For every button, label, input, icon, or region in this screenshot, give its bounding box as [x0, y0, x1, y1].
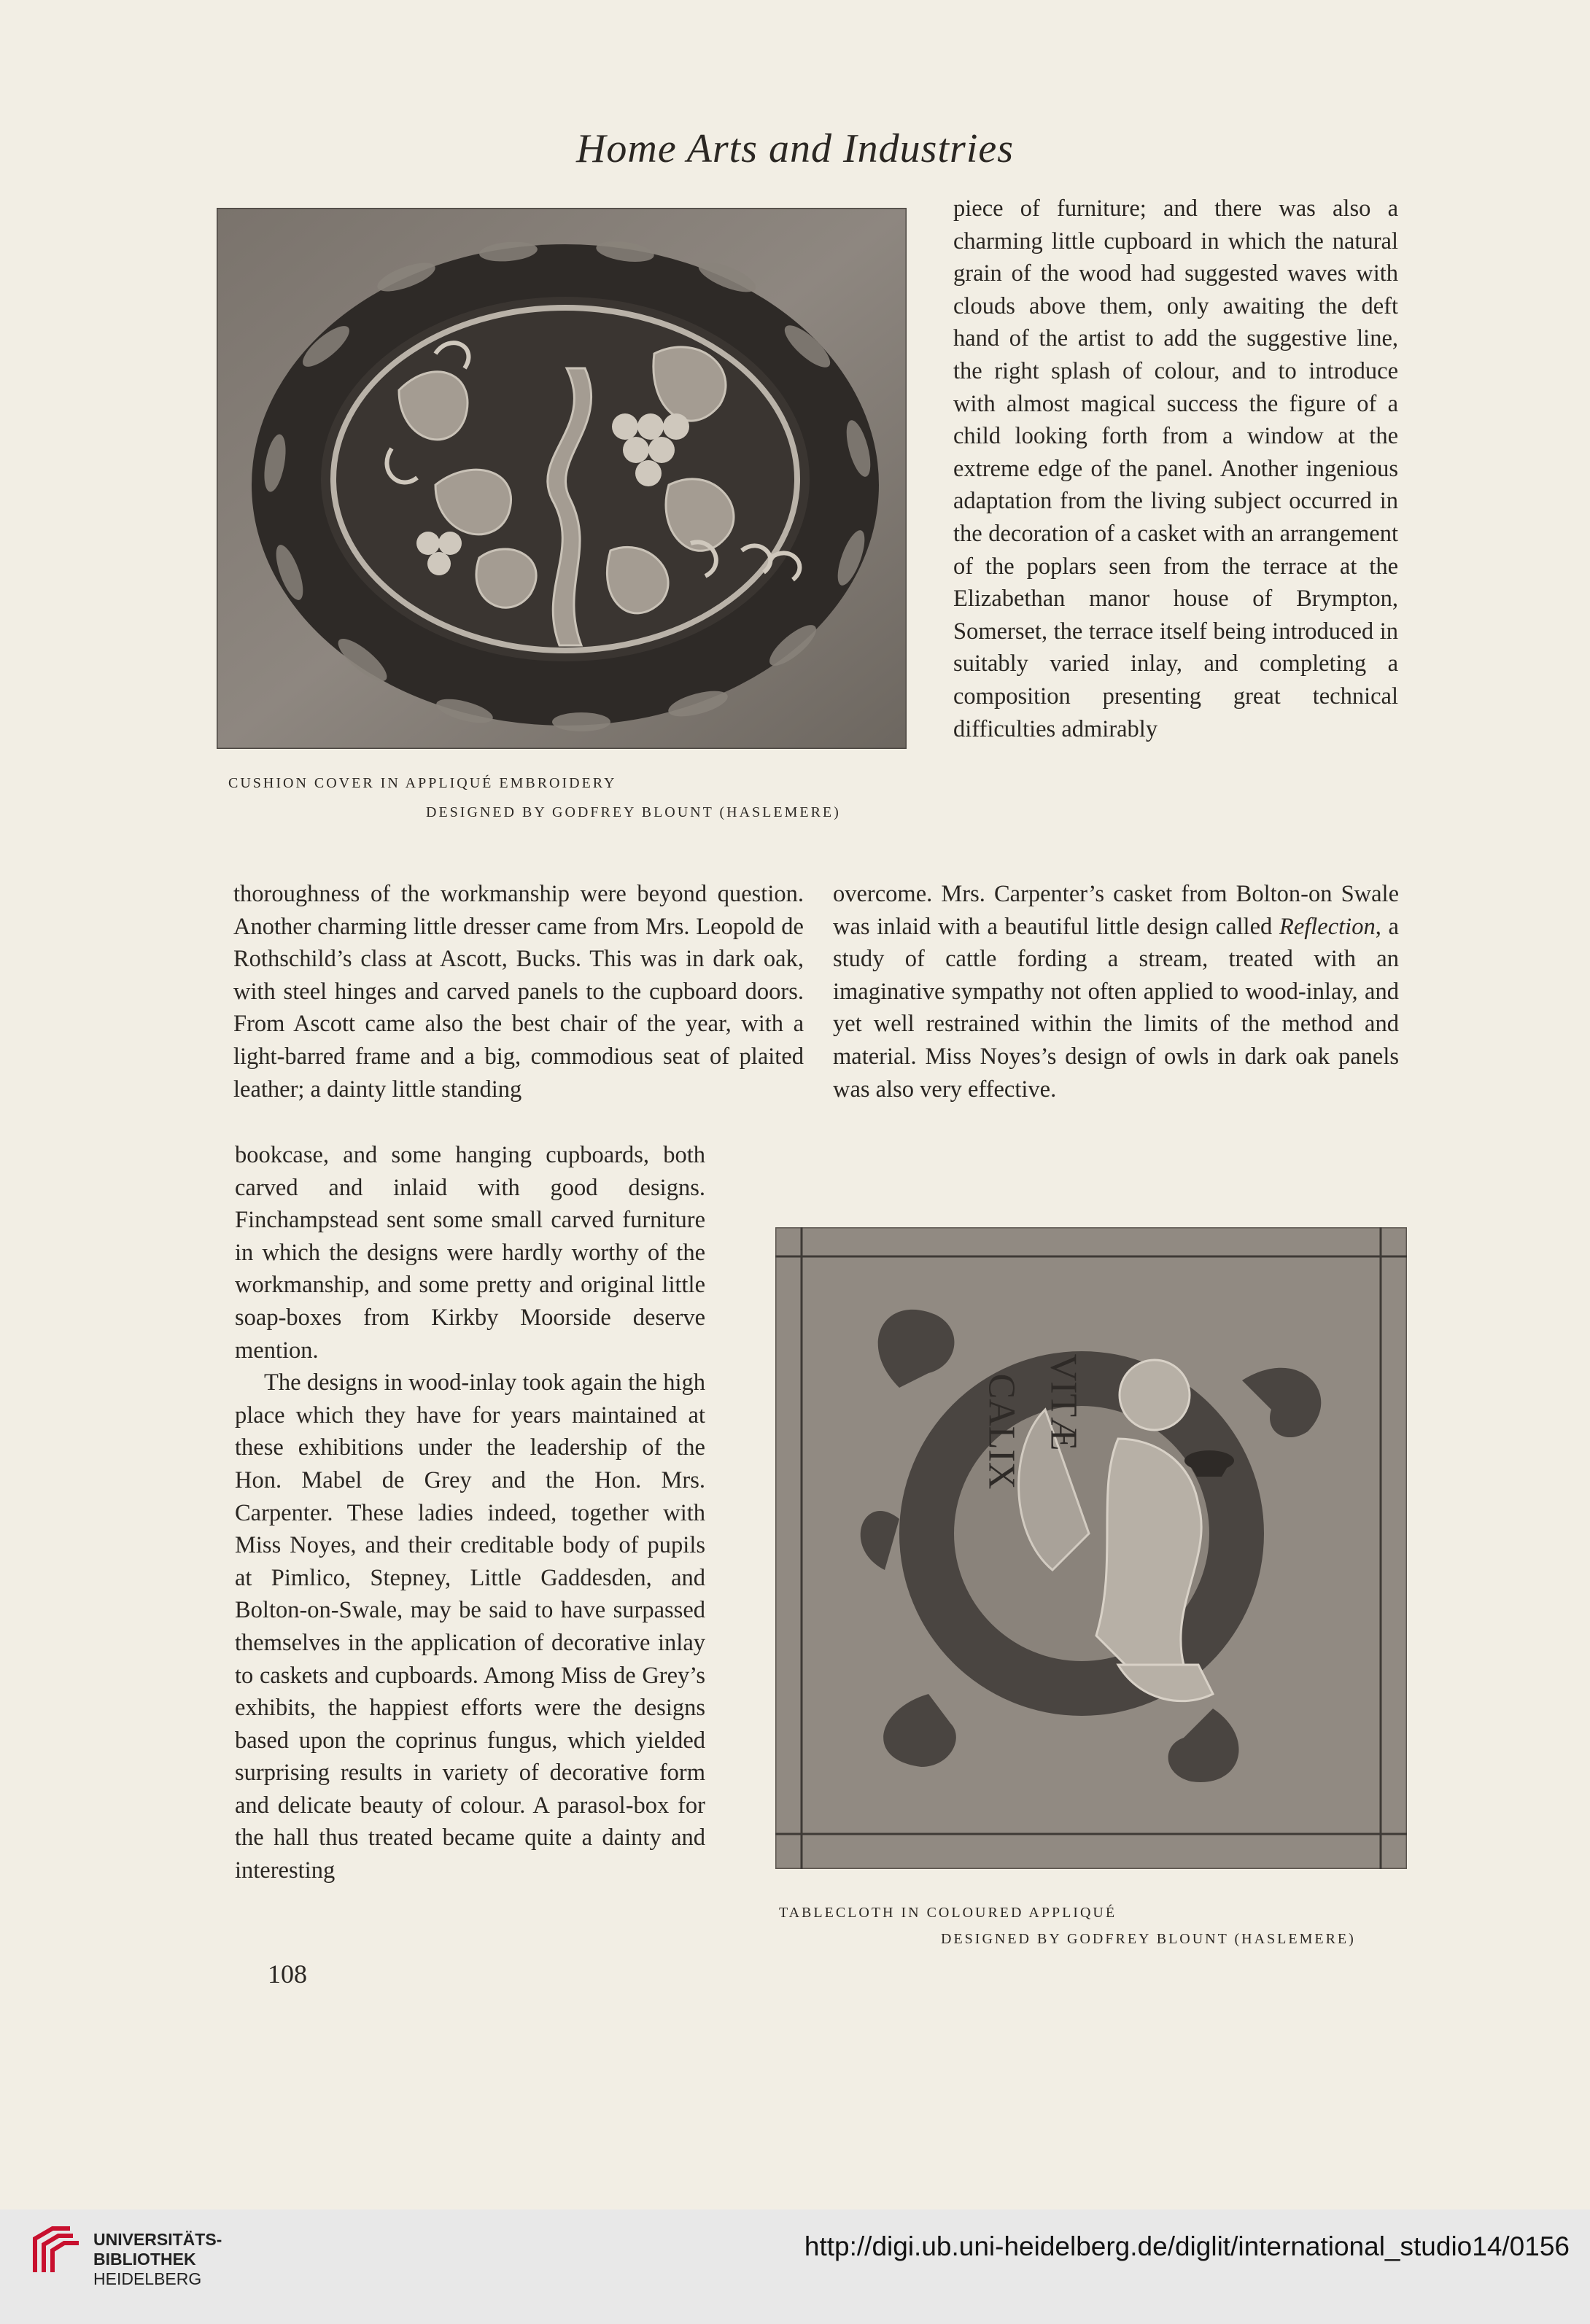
left-column-lower-paragraph: bookcase, and some hanging cupboards, both carved and inlaid with good designs. Finchampstead sent some small carved furniture in which the designs were hardly worthy of the workmanship, and some pretty and original little soap-boxes from Kirkby Moorside deserve mention.	[235, 1142, 705, 1364]
calix-lettering: CALIX	[980, 1373, 1023, 1490]
library-footer	[0, 2210, 1590, 2324]
left-column-upper-paragraph: thoroughness of the workmanship were beyond question. Another charming little dresser came from Mrs. Leopold de Rothschild’s class at Ascott, Bucks. This was in dark oak, with steel hinges and carved panels to the cupboard doors. From Ascott came also the best chair of the year, with a light-barred frame and a big, commodious seat of plaited leather; a dainty little standing	[233, 881, 804, 1103]
right-column-top-text	[953, 193, 1398, 745]
reflection-text-after: , a study of cattle fording a stream, treated with an imaginative sympathy not often applied to wood-inlay, and yet well restrained within the limits of the method and material. Miss Noyes’s design of owls in dark oak panels was also very effective.	[833, 913, 1399, 1103]
tablecloth-image	[775, 1227, 1407, 1869]
library-logo-icon	[31, 2224, 83, 2280]
tablecloth-caption-line1: TABLECLOTH IN COLOURED APPLIQUÉ	[779, 1905, 1117, 1921]
tablecloth-caption-line2: DESIGNED BY GODFREY BLOUNT (HASLEMERE)	[941, 1931, 1356, 1947]
left-column-lower-text	[235, 1139, 705, 1887]
cushion-cover-image	[217, 208, 907, 749]
left-column-paragraph-2: The designs in wood-inlay took again the high place which they have for years maintained at these exhibitions under the leadership of the Hon. Mabel de Grey and the Hon. Mrs. Carpenter. These ladies indeed, together with Miss Noyes, and their creditable body of pupils at Pimlico, Stepney, Little Gaddesden, and Bolton-on-Swale, may be said to have surpassed themselves in the application of decorative inlay to caskets and cupboards. Among Miss de Grey’s exhibits, the happiest efforts were the designs based upon the coprinus fungus, which yielded surprising results in variety of decorative form and delicate beauty of colour. A parasol-box for the hall thus treated became quite a dainty and interesting	[235, 1369, 705, 1884]
left-column-upper-text	[233, 878, 804, 1105]
library-name-line2: BIBLIOTHEK	[93, 2250, 196, 2269]
reflection-text-before: overcome. Mrs. Carpenter’s casket from Bolton-on Swale was inlaid with a beautiful little design called	[833, 881, 1399, 940]
right-column-mid-text	[833, 878, 1399, 1105]
right-column-top-paragraph: piece of furniture; and there was also a charming little cupboard in which the natural grain of the wood had suggested waves with clouds above them, only awaiting the deft hand of the artist to add the suggestive line, the right splash of colour, and to introduce with almost magical success the figure of a child looking forth from a window at the extreme edge of the panel. Another ingenious adaptation from the living subject occurred in the decoration of a casket with an arrangement of the poplars seen from the terrace at the Elizabethan manor house of Brympton, Somerset, the terrace itself being introduced in suitably varied inlay, and completing a composition presenting great technical difficulties admirably	[953, 195, 1398, 742]
page-number: 108	[268, 1959, 307, 1989]
library-name-line1: UNIVERSITÄTS-	[93, 2230, 222, 2249]
cushion-caption-line2: DESIGNED BY GODFREY BLOUNT (HASLEMERE)	[426, 804, 841, 820]
running-title: Home Arts and Industries	[575, 126, 1015, 171]
digital-library-link[interactable]: http://digi.ub.uni-heidelberg.de/diglit/international_studio14/0156	[804, 2231, 1570, 2261]
right-column-mid-paragraph	[833, 878, 1399, 1105]
library-name-line3: HEIDELBERG	[93, 2269, 202, 2288]
tablecloth-photo	[775, 1227, 1407, 1869]
vitae-lettering: VITÆ	[1042, 1353, 1085, 1451]
cushion-cover-photo	[217, 208, 907, 749]
cushion-caption-line1: CUSHION COVER IN APPLIQUÉ EMBROIDERY	[228, 775, 617, 791]
reflection-title: Reflection	[1279, 913, 1376, 940]
